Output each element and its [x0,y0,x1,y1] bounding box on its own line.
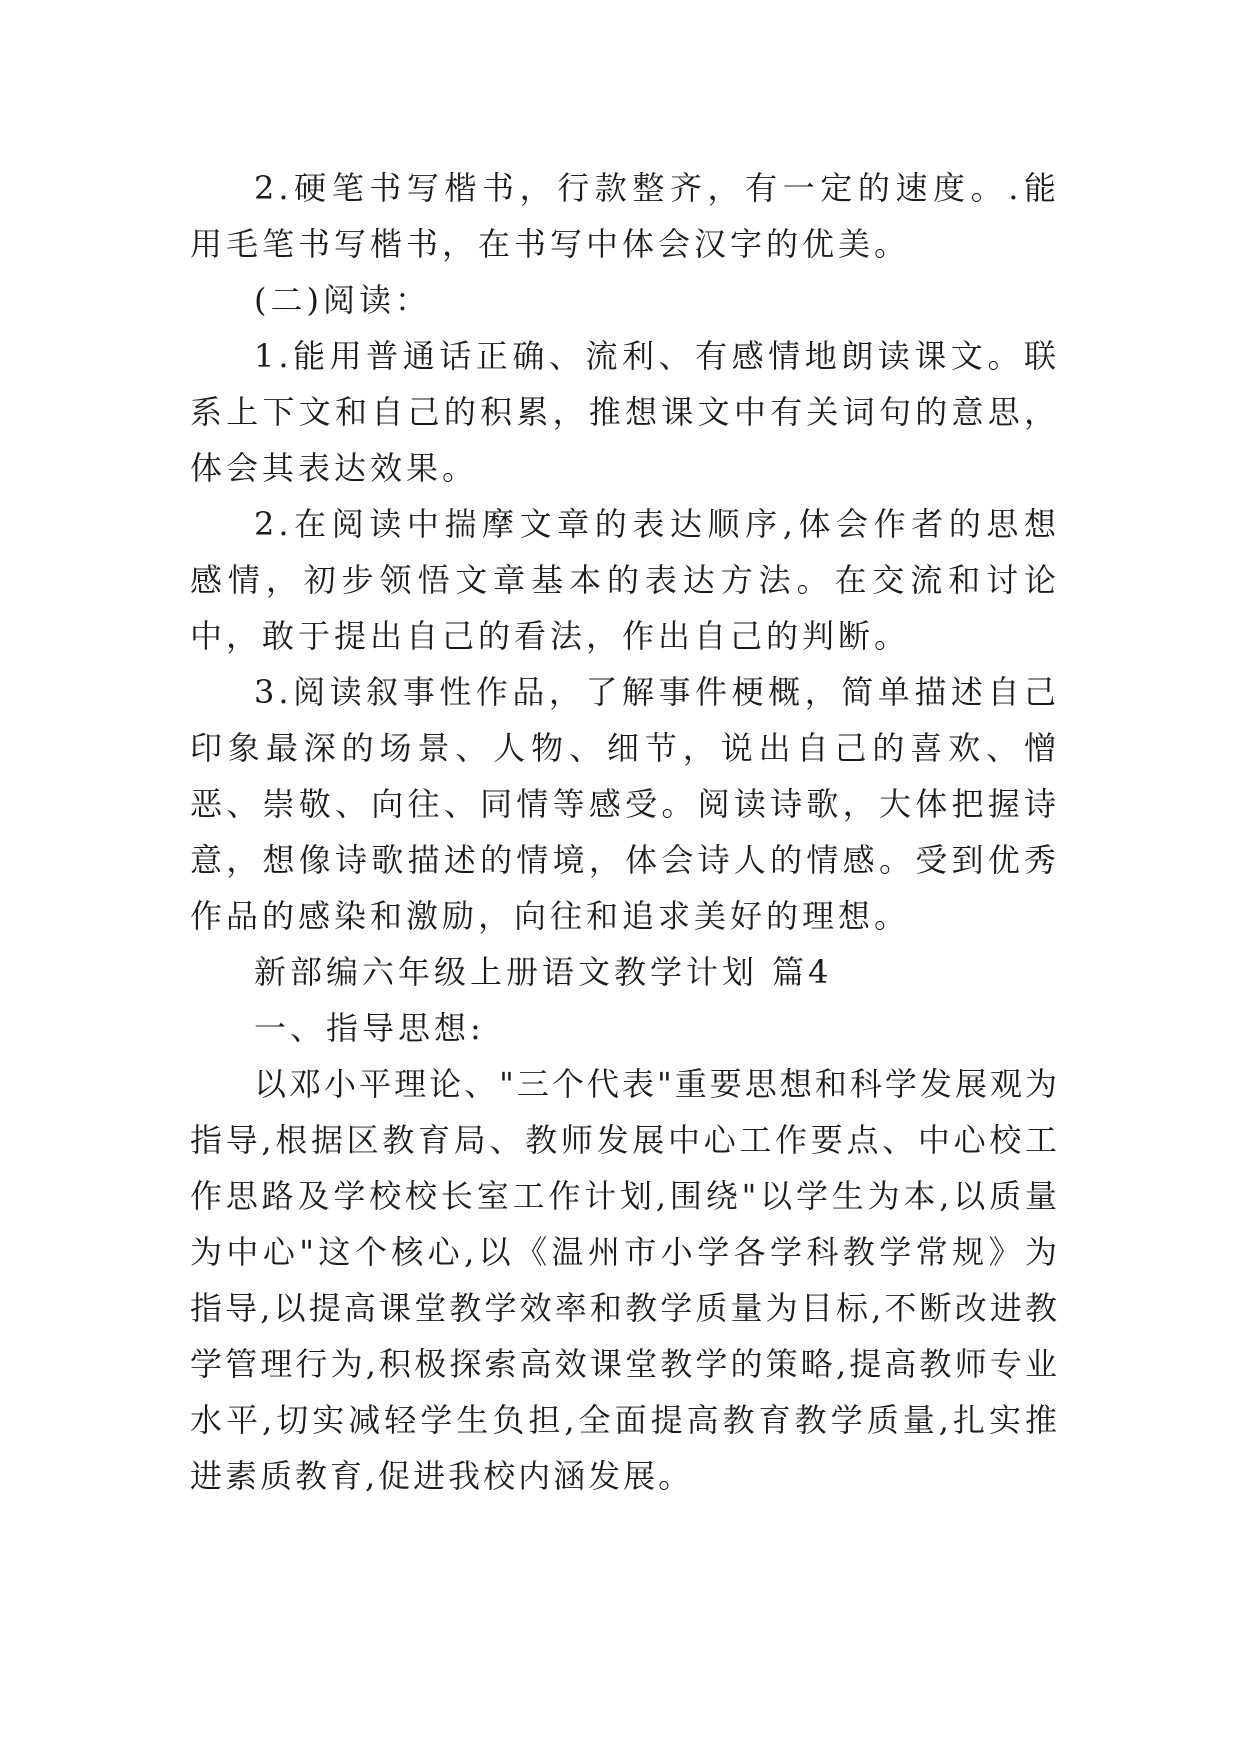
section-heading-guiding-ideology: 一、指导思想: [254,1009,485,1047]
paragraph-reading-item-3: 3.阅读叙事性作品，了解事件梗概，简单描述自己印象最深的场景、人物、细节，说出自己的喜欢、憎恶、崇敬、向往、同情等感受。阅读诗歌，大体把握诗意，想像诗歌描述的情境，体会诗人的情感。受到优秀作品的感染和激励，向往和追求美好的理想。 [190,673,1060,935]
paragraph-reading-item-2: 2.在阅读中揣摩文章的表达顺序,体会作者的思想感情，初步领悟文章基本的表达方法。在交流和讨论中，敢于提出自己的看法，作出自己的判断。 [190,505,1060,655]
document-body [190,160,1060,1504]
paragraph-guiding-ideology: 以邓小平理论、"三个代表"重要思想和科学发展观为指导,根据区教育局、教师发展中心工作要点、中心校工作思路及学校校长室工作计划,围绕"以学生为本,以质量为中心"这个核心,以《温州市小学各学科教学常规》为指导,以提高课堂教学效率和教学质量为目标,不断改进教学管理行为,积极探索高效课堂教学的策略,提高教师专业水平,切实减轻学生负担,全面提高教育教学质量,扎实推进素质教育,促进我校内涵发展。 [190,1065,1060,1495]
paragraph-reading-item-1: 1.能用普通话正确、流利、有感情地朗读课文。联系上下文和自己的积累，推想课文中有关词句的意思，体会其表达效果。 [190,337,1060,487]
paragraph-writing-item-2: 2.硬笔书写楷书，行款整齐，有一定的速度。.能用毛笔书写楷书，在书写中体会汉字的优美。 [190,169,1060,263]
section-heading-reading: (二)阅读： [254,281,431,319]
plan-title: 新部编六年级上册语文教学计划 篇4 [254,953,833,991]
